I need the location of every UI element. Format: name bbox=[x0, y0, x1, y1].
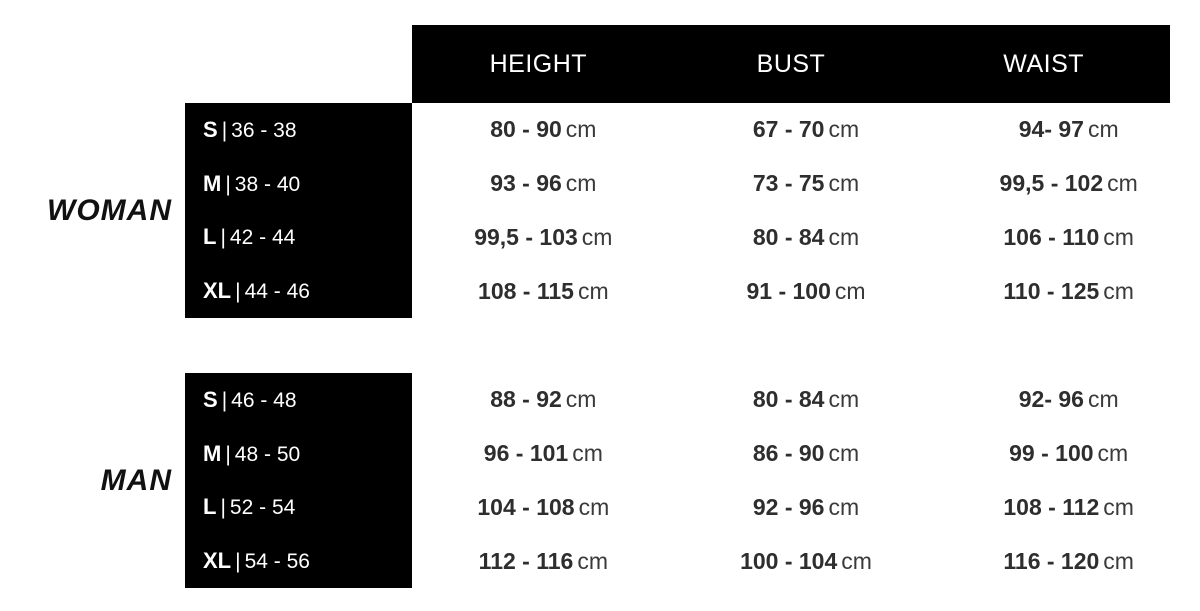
cell-height bbox=[412, 224, 675, 251]
size-separator: | bbox=[220, 226, 226, 250]
size-code: S bbox=[203, 116, 218, 142]
unit-label: cm bbox=[1087, 116, 1119, 143]
size-separator: | bbox=[221, 118, 228, 142]
height-value: 93 - 96 bbox=[490, 170, 562, 197]
cell-size bbox=[0, 441, 412, 467]
unit-label: cm bbox=[1107, 170, 1138, 197]
size-separator: | bbox=[225, 172, 231, 196]
cell-size bbox=[0, 171, 412, 197]
bust-value: 67 - 70 bbox=[752, 116, 825, 143]
unit-label: cm bbox=[828, 170, 860, 197]
cell-height bbox=[412, 386, 675, 413]
size-separator: | bbox=[235, 280, 241, 304]
size-range: 44 - 46 bbox=[244, 280, 310, 304]
bust-value: 86 - 90 bbox=[752, 440, 825, 467]
table-row bbox=[0, 481, 1200, 535]
size-code: L bbox=[203, 494, 217, 520]
waist-value: 94- 97 bbox=[1018, 116, 1084, 143]
table-row bbox=[0, 211, 1200, 265]
unit-label: cm bbox=[834, 277, 866, 304]
cell-size bbox=[0, 494, 412, 520]
bust-value: 92 - 96 bbox=[752, 493, 825, 520]
size-group-woman bbox=[0, 103, 1200, 318]
group-label-woman: WOMAN bbox=[47, 193, 172, 227]
cell-size bbox=[0, 278, 412, 304]
size-range: 42 - 44 bbox=[229, 226, 296, 250]
unit-label: cm bbox=[1097, 440, 1129, 467]
cell-size bbox=[0, 548, 412, 574]
unit-label: cm bbox=[565, 170, 597, 197]
height-value: 88 - 92 bbox=[490, 386, 562, 413]
waist-value: 110 - 125 bbox=[1003, 277, 1100, 304]
size-separator: | bbox=[235, 550, 241, 574]
cell-bust bbox=[675, 224, 938, 251]
height-value: 80 - 90 bbox=[490, 116, 562, 143]
size-code: L bbox=[203, 224, 217, 250]
unit-label: cm bbox=[841, 547, 872, 574]
table-row bbox=[0, 373, 1200, 427]
cell-size bbox=[0, 224, 412, 250]
waist-value: 116 - 120 bbox=[1003, 547, 1100, 574]
waist-value: 108 - 112 bbox=[1003, 493, 1100, 520]
table-row bbox=[0, 264, 1200, 318]
unit-label: cm bbox=[1103, 547, 1134, 574]
unit-label: cm bbox=[828, 440, 860, 467]
height-value: 104 - 108 bbox=[477, 493, 575, 520]
waist-value: 106 - 110 bbox=[1003, 223, 1100, 250]
size-code: M bbox=[203, 440, 222, 466]
unit-label: cm bbox=[577, 547, 608, 574]
cell-bust bbox=[675, 494, 938, 521]
unit-label: cm bbox=[828, 223, 860, 250]
cell-height bbox=[412, 440, 675, 467]
cell-height bbox=[412, 116, 675, 143]
rows-woman bbox=[0, 103, 1200, 318]
bust-value: 80 - 84 bbox=[752, 223, 825, 250]
cell-bust bbox=[675, 278, 938, 305]
cell-height bbox=[412, 548, 675, 575]
table-header-row bbox=[412, 25, 1170, 103]
cell-size bbox=[0, 117, 412, 143]
size-code: S bbox=[203, 386, 218, 412]
cell-waist bbox=[937, 170, 1200, 197]
column-header-height: HEIGHT bbox=[489, 49, 588, 78]
cell-bust bbox=[675, 440, 938, 467]
cell-bust bbox=[675, 548, 938, 575]
cell-waist bbox=[937, 278, 1200, 305]
unit-label: cm bbox=[565, 386, 597, 413]
waist-value: 92- 96 bbox=[1018, 386, 1084, 413]
unit-label: cm bbox=[565, 116, 597, 143]
unit-label: cm bbox=[578, 493, 610, 520]
table-row bbox=[0, 103, 1200, 157]
table-row bbox=[0, 534, 1200, 588]
height-value: 112 - 116 bbox=[478, 547, 574, 574]
size-range: 52 - 54 bbox=[229, 496, 296, 520]
bust-value: 73 - 75 bbox=[752, 170, 825, 197]
cell-bust bbox=[675, 170, 938, 197]
unit-label: cm bbox=[1087, 386, 1119, 413]
unit-label: cm bbox=[828, 386, 860, 413]
table-row bbox=[0, 157, 1200, 211]
height-value: 99,5 - 103 bbox=[474, 223, 578, 250]
table-row bbox=[0, 427, 1200, 481]
height-value: 96 - 101 bbox=[483, 440, 569, 467]
unit-label: cm bbox=[828, 493, 860, 520]
size-separator: | bbox=[225, 442, 231, 466]
size-code: M bbox=[203, 170, 222, 196]
cell-bust bbox=[675, 386, 938, 413]
cell-size bbox=[0, 387, 412, 413]
cell-waist bbox=[937, 386, 1200, 413]
unit-label: cm bbox=[577, 277, 609, 304]
size-separator: | bbox=[221, 388, 228, 412]
unit-label: cm bbox=[572, 440, 603, 467]
column-header-waist: WAIST bbox=[1003, 49, 1085, 78]
size-separator: | bbox=[220, 496, 226, 520]
cell-height bbox=[412, 170, 675, 197]
rows-man bbox=[0, 373, 1200, 588]
cell-waist bbox=[937, 494, 1200, 521]
height-value: 108 - 115 bbox=[478, 277, 574, 304]
column-header-bust: BUST bbox=[756, 49, 826, 78]
cell-waist bbox=[937, 224, 1200, 251]
size-range: 54 - 56 bbox=[244, 550, 310, 574]
bust-value: 80 - 84 bbox=[752, 386, 825, 413]
waist-value: 99 - 100 bbox=[1009, 440, 1094, 467]
unit-label: cm bbox=[1103, 277, 1134, 304]
size-range: 36 - 38 bbox=[231, 118, 297, 142]
cell-waist bbox=[937, 116, 1200, 143]
size-code: XL bbox=[203, 278, 232, 304]
size-code: XL bbox=[203, 548, 232, 574]
unit-label: cm bbox=[1103, 223, 1134, 250]
cell-height bbox=[412, 278, 675, 305]
size-group-man bbox=[0, 373, 1200, 588]
unit-label: cm bbox=[828, 116, 860, 143]
waist-value: 99,5 - 102 bbox=[999, 170, 1104, 197]
cell-waist bbox=[937, 440, 1200, 467]
bust-value: 91 - 100 bbox=[746, 277, 831, 304]
size-range: 38 - 40 bbox=[234, 172, 301, 196]
group-label-man: MAN bbox=[100, 463, 172, 497]
size-range: 48 - 50 bbox=[234, 442, 301, 466]
size-range: 46 - 48 bbox=[231, 388, 297, 412]
bust-value: 100 - 104 bbox=[740, 547, 838, 574]
cell-height bbox=[412, 494, 675, 521]
cell-waist bbox=[937, 548, 1200, 575]
cell-bust bbox=[675, 116, 938, 143]
unit-label: cm bbox=[581, 223, 613, 250]
unit-label: cm bbox=[1103, 493, 1134, 520]
